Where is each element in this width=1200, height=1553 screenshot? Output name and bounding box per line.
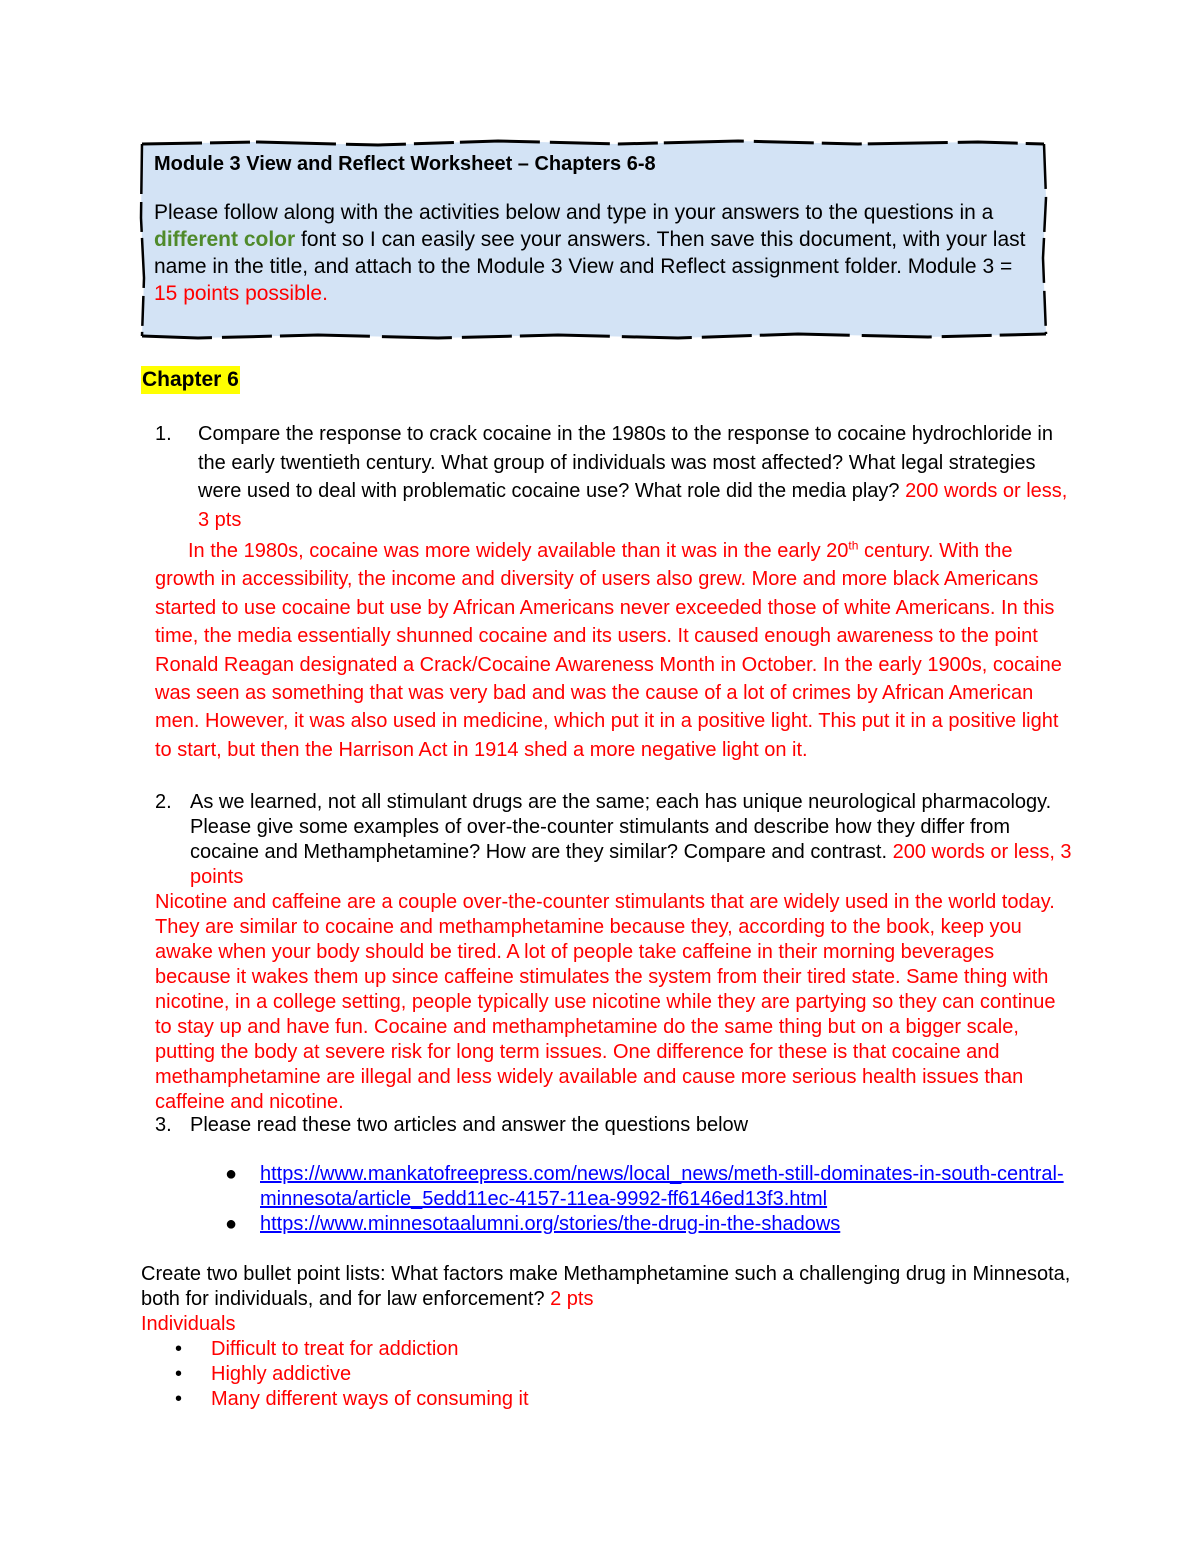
list-item-text: Highly addictive	[211, 1363, 352, 1385]
article-link-2[interactable]: https://www.minnesotaalumni.org/stories/the-drug-in-the-shadows	[260, 1213, 841, 1235]
answer-text	[155, 537, 1075, 764]
bullet-icon: •	[175, 1338, 183, 1360]
chapter-heading: Chapter 6	[141, 366, 240, 394]
bullet-list-section	[141, 1262, 1081, 1412]
question-1	[155, 420, 1075, 764]
article-links	[225, 1162, 1075, 1237]
different-color-highlight: different color	[154, 228, 296, 251]
answer-part: century. With the growth in accessibility, the income and diversity of users also grew. More and more black Americans started to use cocaine but use by African Americans never exceeded those of white Americans. In this time, the media essentially shunned cocaine and its users. It caused enough awareness to the point Ronald Reagan designated a Crack/Cocaine Awareness Month in October. In the early 1900s, cocaine was seen as something that was very bad and was the cause of a lot of crimes by African American men. However, it was also used in medicine, which put it in a positive light. This put it in a positive light to start, but then the Harrison Act in 1914 shed a more negative light on it.	[155, 540, 1062, 761]
question-prompt: Compare the response to crack cocaine in the 1980s to the response to cocaine hydrochloride in the early twentieth century. What group of individuals was most affected? What legal strategies were used to deal with problematic cocaine use? What role did the media play?	[198, 423, 1053, 502]
list-item	[225, 1162, 1075, 1212]
answer-part: In the 1980s, cocaine was more widely available than it was in the early 20	[188, 540, 849, 562]
list-item-text: Difficult to treat for addiction	[211, 1338, 459, 1360]
answer-superscript: th	[848, 538, 859, 553]
question-number: 2.	[155, 791, 172, 813]
article-link-1[interactable]: https://www.mankatofreepress.com/news/local_news/meth-still-dominates-in-south-central-minnesota/article_5edd11ec-4157-11ea-9992-ff6146ed13f3.html	[260, 1163, 1064, 1210]
individuals-list	[175, 1337, 1081, 1412]
instructions-box	[138, 138, 1050, 342]
worksheet-instructions	[154, 199, 1034, 307]
list-heading: Individuals	[141, 1313, 236, 1335]
question-text: Please read these two articles and answer the questions below	[190, 1114, 749, 1136]
question-text	[198, 420, 1075, 534]
word-limit: 200 words or less, 3 pts	[198, 480, 1068, 531]
word-limit: 200 words or less, 3 points	[190, 841, 1072, 888]
question-number: 1.	[155, 423, 172, 445]
bullet-icon: •	[175, 1388, 183, 1410]
question-number: 3.	[155, 1114, 172, 1136]
points-possible: 15 points possible	[154, 282, 323, 305]
bullet-icon: ●	[225, 1213, 238, 1235]
points-period: .	[322, 282, 328, 305]
bullet-icon: ●	[225, 1163, 238, 1185]
bullet-list-prompt	[141, 1262, 1081, 1312]
prompt-text: Create two bullet point lists: What factors make Methamphetamine such a challenging drug in Minnesota, both for individuals, and for law enforcement?	[141, 1263, 1071, 1310]
question-text	[190, 790, 1075, 890]
points-label: 2 pts	[550, 1288, 594, 1310]
instructions-text: Please follow along with the activities below and type in your answers to the questions in a	[154, 201, 994, 224]
list-item	[175, 1362, 1081, 1387]
list-item	[175, 1387, 1081, 1412]
answer-text: Nicotine and caffeine are a couple over-the-counter stimulants that are widely used in the world today. They are similar to cocaine and methamphetamine because they, according to the book, keep you awake when your body should be tired. A lot of people take caffeine in their morning beverages because it wakes them up since caffeine stimulates the system from their tired state. Same thing with nicotine, in a college setting, people typically use nicotine while they are partying so they can continue to stay up and have fun. Cocaine and methamphetamine do the same thing but on a bigger scale, putting the body at severe risk for long term issues. One difference for these is that cocaine and methamphetamine are illegal and less widely available and cause more serious health issues than caffeine and nicotine.	[155, 891, 1056, 1113]
bullet-icon: •	[175, 1363, 183, 1385]
question-3	[155, 1113, 1075, 1138]
list-item	[225, 1212, 1075, 1237]
list-item-text: Many different ways of consuming it	[211, 1388, 529, 1410]
question-2	[155, 790, 1075, 1115]
worksheet-title: Module 3 View and Reflect Worksheet – Chapters 6-8	[154, 153, 656, 175]
question-prompt: As we learned, not all stimulant drugs are the same; each has unique neurological pharmacology. Please give some examples of over-the-counter stimulants and describe how they differ from cocaine and Methamphetamine? How are they similar? Compare and contrast.	[190, 791, 1052, 863]
instructions-text-cont: font so I can easily see your answers. Then save this document, with your last name in the title, and attach to the Module 3 View and Reflect assignment folder. Module 3 =	[154, 228, 1026, 278]
list-item	[175, 1337, 1081, 1362]
